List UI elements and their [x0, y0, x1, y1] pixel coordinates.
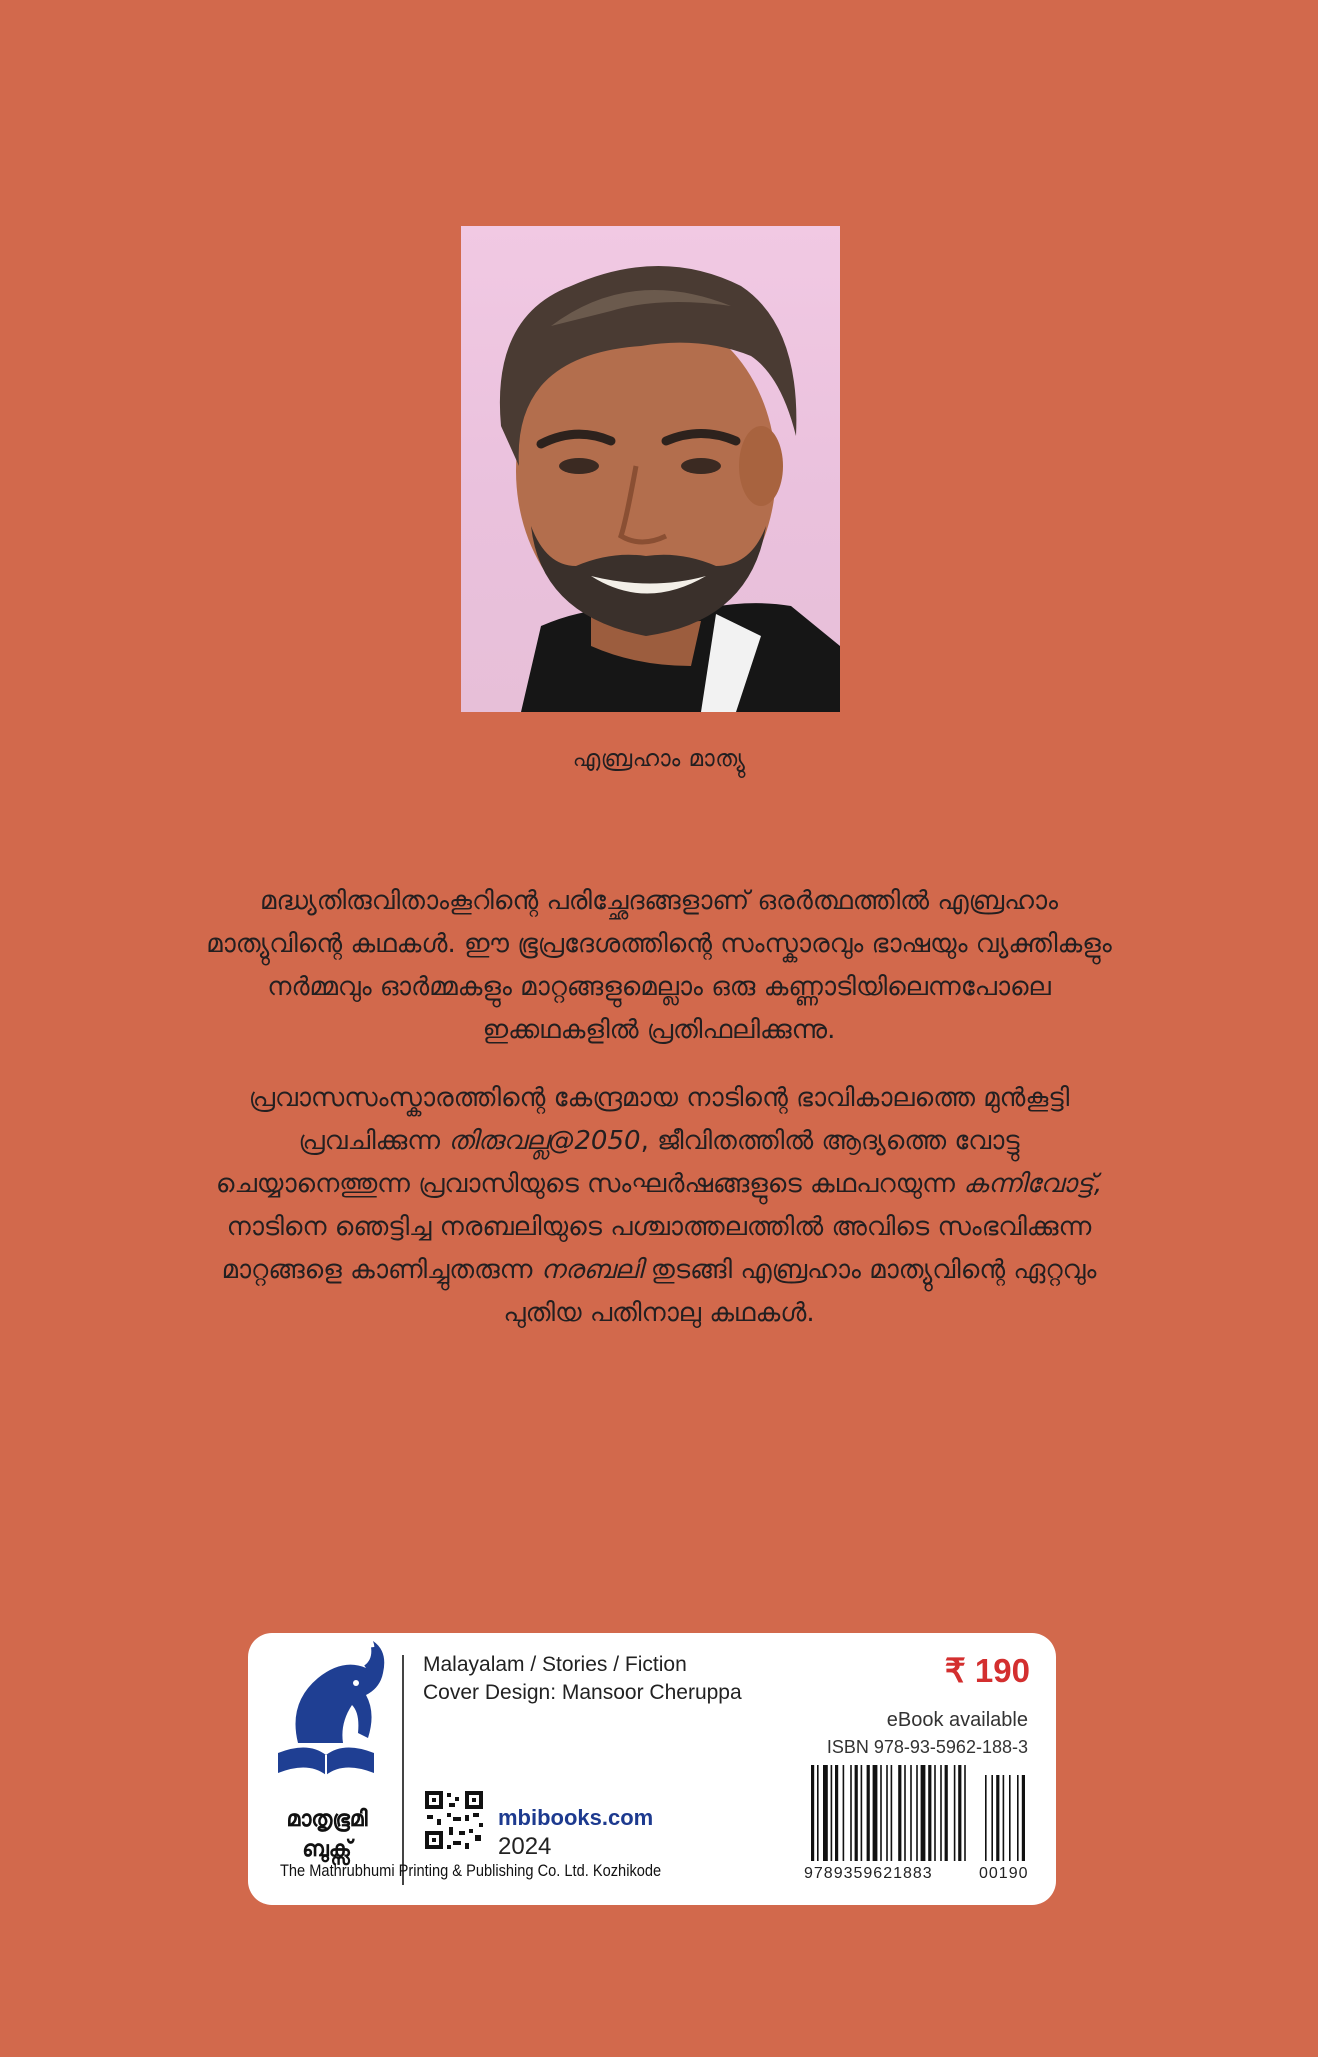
book-blurb — [200, 880, 1118, 1360]
ebook-availability: eBook available — [886, 1709, 1028, 1731]
publisher-website-link[interactable]: mbibooks.com — [498, 1805, 654, 1830]
story-title: തിരുവല്ല@2050 — [448, 1126, 641, 1156]
divider — [402, 1655, 404, 1885]
logo-text-line2: ബുക്സ് — [302, 1837, 352, 1862]
barcode — [809, 1765, 1033, 1863]
logo-text-line1: മാതൃഭൂമി — [286, 1807, 368, 1832]
author-name: എബ്രഹാം മാത്യു — [572, 746, 746, 772]
blurb-text: , ജീവിതത്തിൽ ആദ്യത്തെ വോട്ടു ചെയ്യാനെത്തുന്ന പ്രവാസിയുടെ സംഘർഷങ്ങളുടെ കഥപറയുന്ന — [215, 1126, 1020, 1199]
isbn: ISBN 978-93-5962-188-3 — [826, 1737, 1028, 1757]
publisher-logo-text — [272, 1805, 382, 1865]
author-photo — [461, 226, 840, 712]
blurb-text: നാടിനെ ഞെട്ടിച്ച നരബലിയുടെ പശ്ചാത്തലത്തിൽ അവിടെ സംഭവിക്കുന്ന മാറ്റങ്ങളെ കാണിച്ചുതരുന്ന — [221, 1212, 1092, 1285]
blurb-paragraph-2 — [200, 1077, 1118, 1335]
book-category: Malayalam / Stories / Fiction — [423, 1653, 687, 1676]
story-title: കന്നിവോട്ട്, — [963, 1169, 1103, 1199]
barcode-number: 9789359621883 — [804, 1865, 933, 1882]
author-portrait-illustration — [461, 226, 840, 712]
blurb-paragraph-1: മദ്ധ്യതിരുവിതാംകൂറിന്റെ പരിച്ഛേദങ്ങളാണ് ഒരർത്ഥത്തിൽ എബ്രഹാം മാത്യുവിന്റെ കഥകൾ. ഈ ഭൂപ്രദേശത്തിന്റെ സംസ്കാരവും ഭാഷയും വ്യക്തികളും നർമ്മവും ഓർമ്മകളും മാറ്റങ്ങളുമെല്ലാം ഒരു കണ്ണാടിയിലെന്നപോലെ ഇക്കഥകളിൽ പ്രതിഫലിക്കുന്നു. — [206, 886, 1112, 1045]
elephant-book-icon — [248, 1633, 400, 1803]
blurb-text: പ്രവാസസംസ്കാരത്തിന്റെ കേന്ദ്രമായ നാടിന്റെ ഭാവികാലത്തെ മുൻകൂട്ടി പ്രവചിക്കുന്ന — [248, 1083, 1070, 1156]
blurb-text: തുടങ്ങി എബ്രഹാം മാത്യുവിന്റെ ഏറ്റവും പുതിയ പതിനാലു കഥകൾ. — [503, 1255, 1097, 1328]
publication-year: 2024 — [498, 1833, 552, 1860]
publisher-panel — [248, 1633, 1056, 1905]
cover-design-credit: Cover Design: Mansoor Cheruppa — [423, 1681, 742, 1704]
story-title: നരബലി — [540, 1255, 643, 1285]
book-price: ₹ 190 — [944, 1652, 1030, 1689]
barcode-addon-number: 00190 — [979, 1865, 1029, 1882]
publisher-company: The Mathrubhumi Printing & Publishing Co. Ltd. Kozhikode — [280, 1861, 662, 1880]
qr-code-icon[interactable] — [423, 1789, 485, 1851]
publisher-logo — [248, 1633, 400, 1883]
